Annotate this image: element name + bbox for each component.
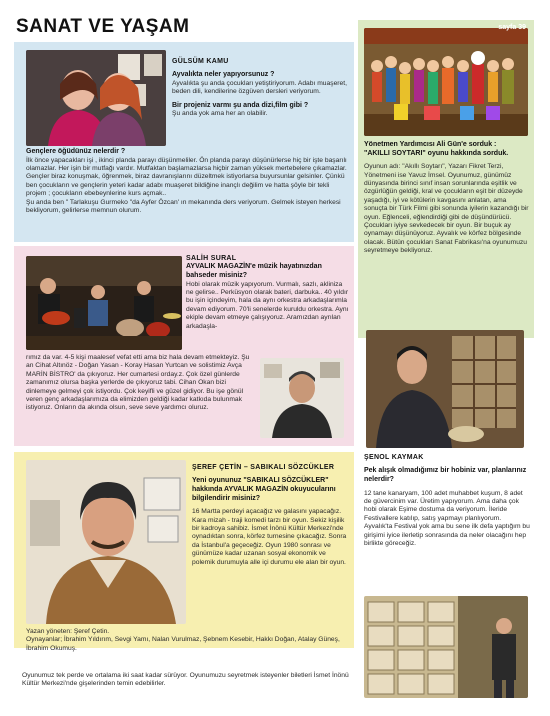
seref-photo	[26, 460, 186, 624]
seref-closing	[22, 672, 352, 689]
senol-photo	[366, 330, 524, 448]
salih-band-photo	[26, 256, 182, 350]
gulsum-text-top	[172, 58, 348, 119]
ali-stage-photo	[364, 28, 528, 136]
seref-text-top	[192, 464, 350, 567]
salih-answer-2: rımız da var. 4-5 kişi maalesef vefat etti ama biz hala devam etmekteyiz. Şu an Cihat Altınöz - Doğan Yasan - Koray Hasan Yurtcan ve solistimiz Avça MARİN BİSTRO' da çıkıyoruz. Her cumartesi orday.z. Çok özel günlerde zamanımız olursa başka yerlerde de çıkıyoruz tabi. Cihan Okan bizi dinlemeye gelmeyi çok istiyordu. Çok keyifli ve güzel gidiyor. Bu işe gönül veren genç arkadaşlarımıza da elimizden geldiği kadar katkıda bulunmak istiyoruz. Onların da akında olsun, seve seve yardımcı oluruz.	[26, 354, 250, 412]
seref-credit-1: Yazan yöneten: Şeref Çetin.	[26, 628, 110, 635]
gulsum-answer-3b: Şu anda ben " Tarlakuşu Gurmeko "da Ayfer Özcan' ın mekanında ders veriyorum. Gelmek isteyen herkesi bekliyorum, gelirlerse memnun olurum.	[26, 198, 341, 215]
seref-text-bottom	[26, 628, 350, 653]
page-title: SANAT VE YAŞAM	[16, 16, 190, 37]
seref-name: ŞEREF ÇETİN – SABIKALI SÖZCÜKLER	[192, 464, 335, 471]
ali-intro: Yönetmen Yardımcısı Ali Gün'e sorduk :	[364, 141, 497, 148]
senol-name: ŞENOL KAYMAK	[364, 454, 424, 461]
gulsum-photo	[26, 50, 166, 146]
salih-question-1: AYVALIK MAGAZİN'e müzik hayatınızdan bahseder misiniz?	[186, 263, 322, 279]
seref-closing-text: Oyunumuz tek perde ve ortalama iki saat kadar sürüyor. Oyunumuzu seyretmek isteyenler biletleri İsmet İnönü Kültür Merkezi'nde gişelerinden temin edebilirler.	[22, 672, 349, 688]
gulsum-question-3: Gençlere öğüdünüz nelerdir ?	[26, 148, 126, 155]
senol-question-1: Pek alışık olmadığımız bir hobiniz var, planlarınız nelerdir?	[364, 467, 527, 483]
gulsum-answer-3: İlk önce yapacakları işi , ikinci planda parayı düşünmeliler. Ön planda parayı düşünürlerse hiç bir işte başarılı olamazlar. Her işin bir mutfağı vardır. Mutfaktan başlamazlarsa hiçbir zaman yüksek mertebelere çıkamazlar. Gençler biraz konuşmak, öğrenmek, biraz davranışlarını düzeltmek istiyorlarsa buyursunlar gelsinler. Çünkü ben çocukların ve gençlerin yeteri kadar adabı muaşeret bildiğine inançlı değilim ve hatta şöyle bir tekli projem ; çocukların ebebeynlerine kurs açmak..	[26, 156, 347, 198]
gulsum-answer-1: Ayvalıkta şu anda çocukları yetiştiriyorum. Adabı muaşeret, beden dili, kendilerine özgüven dersleri veriyorum.	[172, 80, 347, 96]
seref-credit-2: Oynayanlar; İbrahim Yıldırım, Sevgi Yamı, Nalan Vurulmaz, Şebnem Kesebir, Hakkı Doğan, Atalay Güneş, İbrahim Okumuş.	[26, 636, 340, 652]
salih-name: SALİH SURAL	[186, 255, 237, 262]
gulsum-text-bottom	[26, 148, 348, 215]
salih-text-top	[186, 255, 350, 331]
ali-text	[364, 141, 530, 256]
gulsum-question-1: Ayvalıkta neler yapıyorsunuz ?	[172, 71, 275, 79]
seref-question-1: Yeni oyununuz "SABIKALI SÖZCÜKLER" hakkında AYVALIK MAGAZİN okuyucularını bilgilendirir misiniz?	[192, 477, 336, 502]
ali-body: Oyunun adı: "Akıllı Soytarı", Yazarı Fikret Terzi, Yönetmeni ise Yavuz İmsel. Oyunumuz, günümüz dünyasında birinci sınıf insan sorunlarında eşitlik ve özgürlüğün geldiği, kral ve çocukların eşit bir düzeyde yaşadığı, iyi ve kötülerin kavgasını anlatan, ama sonuçta bir Türk Filmi gibi sonunda iyilerin kazandığı bir oyun. Eğlenceli, eğlendirdiği gibi de düşündürücü. Çocukları iyiye sevkedecek bir oyun. Bir buçuk ay oynamayı düşünüyoruz. Ayvalık ve körfez bölgesinde olacak. Bütün çocukları Sanat Fabrikası'na oyunumuzu seyretmeye bekliyoruz.	[364, 163, 529, 255]
salih-text-bottom	[26, 354, 256, 413]
salih-answer-1: Hobi olarak müzik yapıyorum. Vurmalı, sazlı, akliniza ne gelirse.. Perküsyon olarak bateri, darbuka.. 40 yıldır bu işin içindeyim, hala da aynı orkestra arkadaşlarımla devam ediyorum. 70'li senelerde kuruldu orkestra. Aynı ekiple devam etmeye çalışıyoruz. Aramızdan ayrılan arkadaşla-	[186, 280, 349, 330]
seref-answer-1: 16 Martta perdeyi açacağız ve galasını yapacağız. Kara mizah - traji komedi tarzı bir oyun. Sekiz kişilik bir kadroya sahibiz. İsmet İnönü Kültür Merkezi'nde oynadıktan sonra, körfez turnesine çıkacağız. Sonra da İstanbul'a geçeceğiz. Oyun 1980 sonrası ve günümüze kadar uzanan sosyal ekonomik ve polemik durumuyla alle içi durumu ele alan bir oyun.	[192, 508, 347, 566]
senol-text	[364, 454, 530, 548]
senol-answer-1: 12 tane kanaryam, 100 adet muhabbet kuşum, 8 adet de güvercinim var. Üretim yapıyorum. Ama daha çok hobi olarak Eşime dostuma da veriyorum. İleride Festivallere katılıp, satış yapmayı planlıyorum. Ayvalık'ta Festival yok ama bu sene ilk defa yaptığım bu girişimi iyice ilerletip sonrasında da neler olacağını hep birlikte göreceğiz.	[364, 489, 530, 548]
senol-birds-photo	[364, 596, 528, 698]
page-number: sayfa 39	[498, 24, 526, 31]
gulsum-question-2: Bir projeniz varmı şu anda dizi,film gibi ?	[172, 101, 309, 109]
salih-portrait-photo	[260, 358, 344, 438]
gulsum-answer-2: Şu anda yok ama her an olabilir.	[172, 110, 268, 118]
gulsum-name: GÜLSÜM KAMU	[172, 58, 229, 65]
ali-title: "AKILLI SOYTARI" oyunu hakkında sorduk.	[364, 149, 509, 157]
